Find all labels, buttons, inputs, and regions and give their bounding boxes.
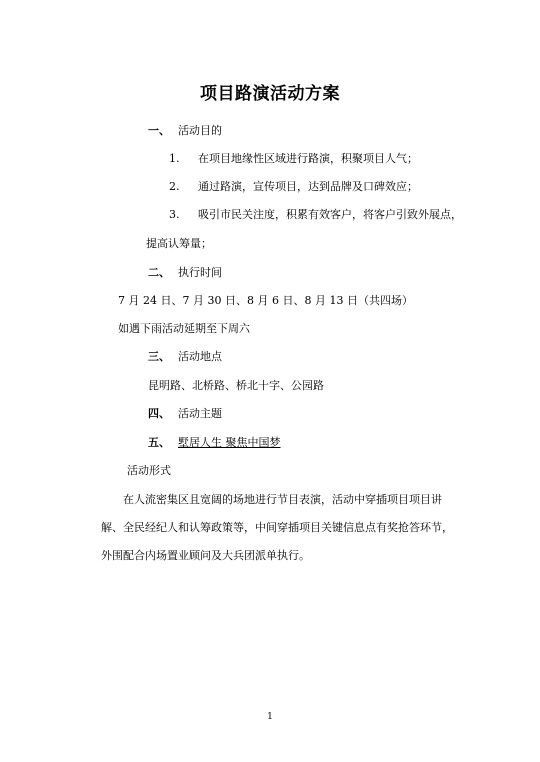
section-title: 活动主题 — [178, 407, 222, 420]
list-item-number: 3. — [169, 208, 180, 221]
section-3-heading — [148, 350, 222, 364]
section-title: 墅居人生 聚焦中国梦 — [178, 436, 281, 449]
list-item-text: 吸引市民关注度，积累有效客户，将客户引致外展点， — [198, 208, 462, 221]
section-2-heading — [148, 266, 222, 280]
schedule-dates: 7 月 24 日、7 月 30 日、8 月 6 日、8 月 13 日（共四场） — [118, 294, 413, 307]
list-item-number: 1. — [169, 152, 180, 165]
list-item — [169, 208, 462, 222]
list-item-continuation: 提高认筹量； — [146, 237, 212, 250]
paragraph-line: 外围配合内场置业顾问及大兵团派单执行。 — [101, 549, 310, 562]
section-title: 执行时间 — [178, 266, 222, 279]
paragraph-line: 解、全民经纪人和认筹政策等，中间穿插项目关键信息点有奖抢答环节， — [101, 521, 453, 534]
section-5-heading — [148, 436, 281, 450]
list-item-text: 通过路演，宣传项目，达到品牌及口碑效应； — [198, 180, 418, 193]
list-item — [169, 180, 418, 194]
location-list: 昆明路、北桥路、桥北十字、公园路 — [148, 379, 324, 392]
paragraph-line: 在人流密集区且宽阔的场地进行节目表演，活动中穿插项目项目讲 — [123, 493, 442, 506]
page-number: 1 — [267, 712, 273, 722]
section-number: 二、 — [148, 266, 170, 279]
section-number: 四、 — [148, 407, 170, 420]
rain-note: 如遇下雨活动延期至下周六 — [118, 322, 250, 335]
list-item — [169, 152, 418, 166]
section-number: 一、 — [148, 124, 170, 137]
list-item-number: 2. — [169, 180, 180, 193]
section-number: 五、 — [148, 436, 170, 449]
list-item-text: 在项目地缘性区域进行路演，积聚项目人气； — [198, 152, 418, 165]
form-heading: 活动形式 — [127, 464, 171, 477]
section-title: 活动地点 — [178, 350, 222, 363]
document-title: 项目路演活动方案 — [200, 84, 340, 104]
section-number: 三、 — [148, 350, 170, 363]
section-1-heading — [148, 124, 222, 138]
section-4-heading — [148, 407, 222, 421]
section-title: 活动目的 — [178, 124, 222, 137]
